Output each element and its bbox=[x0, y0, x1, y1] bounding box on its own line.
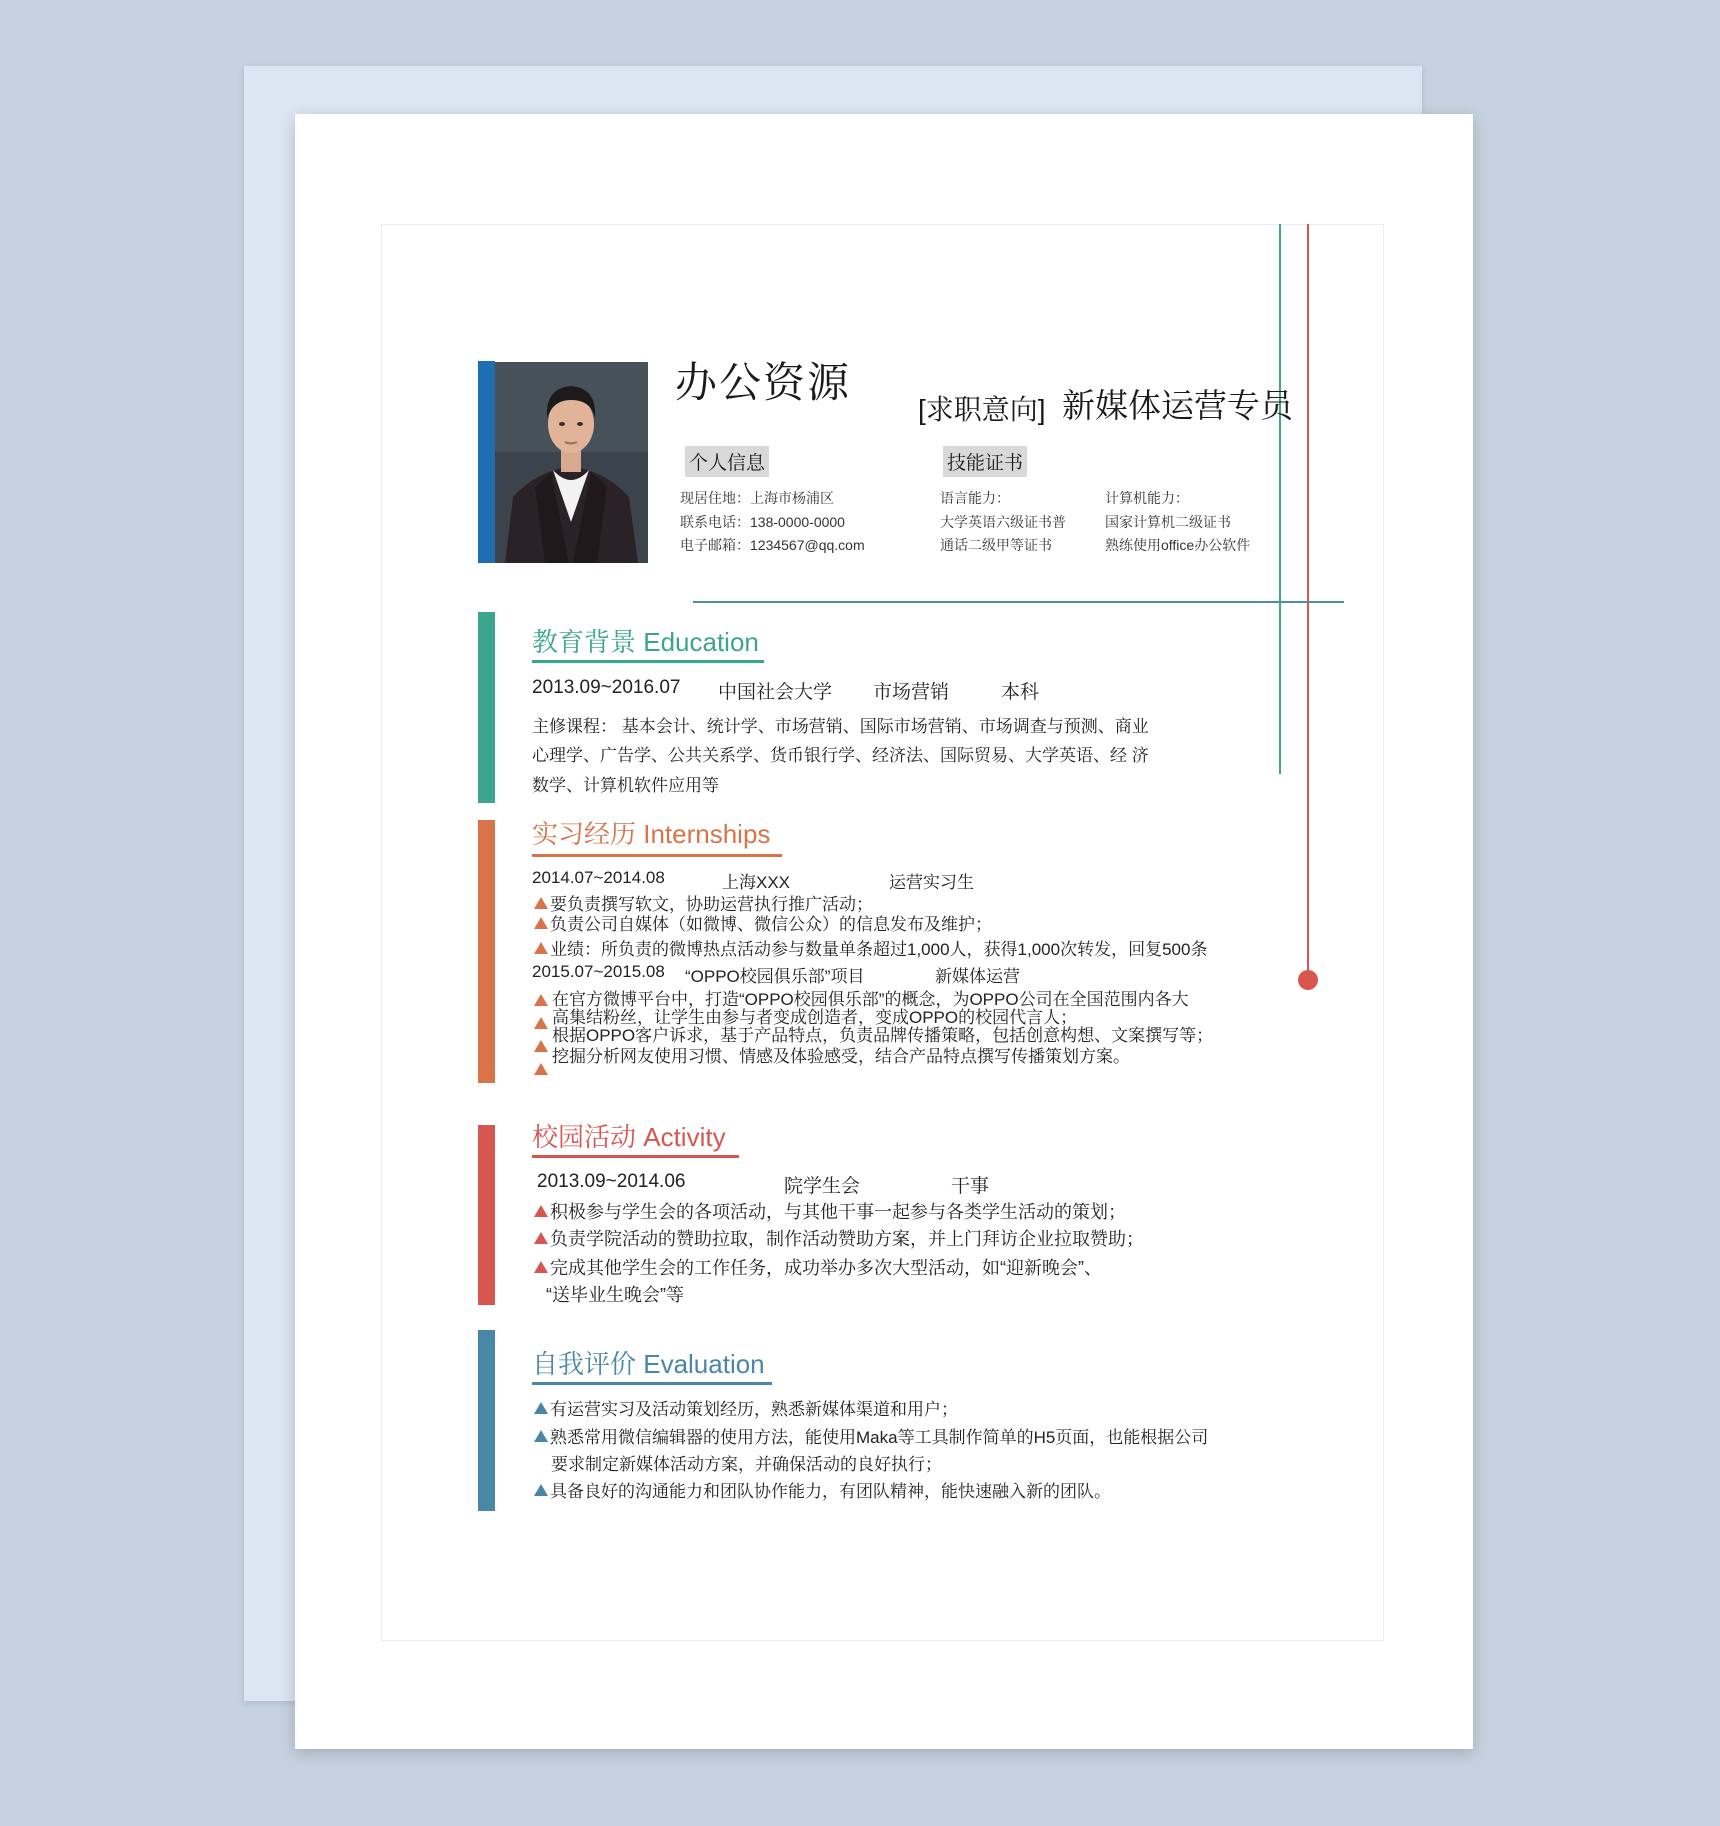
activity-section-bar bbox=[478, 1125, 495, 1305]
evaluation-section-bar bbox=[478, 1330, 495, 1511]
triangle-bullet-icon bbox=[534, 1261, 548, 1273]
skills-computer-label: 计算机能力： bbox=[1105, 490, 1189, 506]
personal-info-title: 个人信息 bbox=[685, 446, 769, 477]
intern2-place: “OPPO校园俱乐部”项目 bbox=[685, 967, 865, 986]
internships-section-bar bbox=[478, 820, 495, 1083]
triangle-bullet-icon bbox=[534, 994, 548, 1006]
intern1-item: 业绩：所负责的微博热点活动参与数量单条超过1,000人，获得1,000次转发，回复500条 bbox=[534, 935, 1207, 960]
skills-computer-cert2: 熟练使用office办公软件 bbox=[1105, 537, 1251, 553]
triangle-bullet-icon bbox=[534, 897, 548, 909]
photo-accent-bar bbox=[478, 361, 495, 563]
intern1-role: 运营实习生 bbox=[889, 873, 974, 892]
evaluation-item: 具备良好的沟通能力和团队协作能力，有团队精神，能快速融入新的团队。 bbox=[534, 1477, 1111, 1502]
triangle-bullet-icon bbox=[534, 917, 548, 929]
internships-title-underline bbox=[532, 854, 782, 857]
skills-lang-cert1: 大学英语六级证书普 bbox=[940, 514, 1066, 530]
activity-item: 负责学院活动的赞助拉取，制作活动赞助方案，并上门拜访企业拉取赞助； bbox=[534, 1225, 1144, 1251]
info-address: 现居住地：上海市杨浦区 bbox=[680, 490, 834, 506]
activity-org: 院学生会 bbox=[784, 1176, 861, 1197]
triangle-bullet-icon bbox=[534, 1205, 548, 1217]
intern2-item-line: 高集结粉丝，让学生由参与者变成创造者，变成OPPO的校园代言人； bbox=[552, 1008, 1078, 1027]
skills-lang-label: 语言能力： bbox=[940, 490, 1010, 506]
intern2-date: 2015.07~2015.08 bbox=[532, 962, 665, 981]
evaluation-item: 熟悉常用微信编辑器的使用方法，能使用Maka等工具制作简单的H5页面，也能根据公司 bbox=[534, 1423, 1208, 1448]
decor-red-dot bbox=[1298, 970, 1318, 990]
education-major: 市场营销 bbox=[873, 682, 950, 703]
info-email: 电子邮箱：1234567@qq.com bbox=[680, 537, 865, 553]
skills-lang-cert2: 通话二级甲等证书 bbox=[940, 537, 1052, 553]
education-courses-line2: 心理学、广告学、公共关系学、货币银行学、经济法、国际贸易、大学英语、经 济 bbox=[532, 746, 1149, 765]
evaluation-item-continued: 要求制定新媒体活动方案，并确保活动的良好执行； bbox=[551, 1455, 942, 1474]
skills-computer-cert1: 国家计算机二级证书 bbox=[1105, 514, 1231, 530]
triangle-bullet-icon bbox=[534, 1484, 548, 1496]
activity-section-title: 校园活动 Activity bbox=[532, 1122, 726, 1152]
intern2-bullet-3 bbox=[534, 1040, 550, 1058]
education-section-title: 教育背景 Education bbox=[532, 627, 759, 657]
intern1-place: 上海XXX bbox=[722, 873, 791, 892]
decor-green-vertical-line bbox=[1279, 224, 1281, 774]
activity-item: 完成其他学生会的工作任务，成功举办多次大型活动，如“迎新晚会”、 bbox=[534, 1254, 1102, 1280]
activity-date: 2013.09~2014.06 bbox=[537, 1171, 686, 1192]
intern2-bullet-1 bbox=[534, 994, 550, 1012]
intern2-bullet-4 bbox=[534, 1063, 550, 1081]
activity-item-continued: “送毕业生晚会”等 bbox=[546, 1285, 684, 1305]
intern2-item-line: 在官方微博平台中，打造“OPPO校园俱乐部”的概念，为OPPO公司在全国范围内各大 bbox=[552, 990, 1189, 1009]
triangle-bullet-icon bbox=[534, 1402, 548, 1414]
intern2-role: 新媒体运营 bbox=[935, 967, 1020, 986]
triangle-bullet-icon bbox=[534, 1430, 548, 1442]
intern1-item: 要负责撰写软文，协助运营执行推广活动； bbox=[534, 890, 873, 915]
evaluation-title-underline bbox=[532, 1382, 772, 1385]
activity-item: 积极参与学生会的各项活动，与其他干事一起参与各类学生活动的策划； bbox=[534, 1198, 1126, 1224]
intern2-item-line: 根据OPPO客户诉求，基于产品特点，负责品牌传播策略，包括创意构想、文案撰写等； bbox=[552, 1026, 1214, 1045]
triangle-bullet-icon bbox=[534, 1017, 548, 1029]
intern2-bullet-2 bbox=[534, 1017, 550, 1035]
activity-role: 干事 bbox=[951, 1176, 990, 1197]
evaluation-item: 有运营实习及活动策划经历，熟悉新媒体渠道和用户； bbox=[534, 1395, 958, 1420]
triangle-bullet-icon bbox=[534, 1232, 548, 1244]
education-title-underline bbox=[532, 660, 764, 663]
triangle-bullet-icon bbox=[534, 1040, 548, 1052]
intern1-date: 2014.07~2014.08 bbox=[532, 868, 665, 887]
intern1-item: 负责公司自媒体（如微博、微信公众）的信息发布及维护； bbox=[534, 910, 992, 935]
activity-title-underline bbox=[532, 1155, 739, 1158]
education-courses-line3: 数学、计算机软件应用等 bbox=[532, 776, 719, 795]
applicant-name: 办公资源 bbox=[675, 359, 852, 406]
education-school: 中国社会大学 bbox=[718, 682, 833, 703]
profile-photo bbox=[495, 362, 648, 563]
info-phone: 联系电话：138-0000-0000 bbox=[680, 514, 845, 530]
job-intent-label: [求职意向] bbox=[918, 394, 1046, 425]
education-degree: 本科 bbox=[1001, 682, 1040, 703]
triangle-bullet-icon bbox=[534, 1063, 548, 1075]
education-section-bar bbox=[478, 612, 495, 803]
skills-title: 技能证书 bbox=[943, 446, 1027, 477]
decor-blue-horizontal-line bbox=[693, 601, 1344, 603]
triangle-bullet-icon bbox=[534, 942, 548, 954]
internships-section-title: 实习经历 Internships bbox=[532, 819, 771, 849]
education-date: 2013.09~2016.07 bbox=[532, 677, 681, 698]
evaluation-section-title: 自我评价 Evaluation bbox=[532, 1349, 765, 1379]
job-intent-value: 新媒体运营专员 bbox=[1062, 387, 1293, 424]
education-courses-line1: 主修课程： 基本会计、统计学、市场营销、国际市场营销、市场调查与预测、商业 bbox=[532, 717, 1149, 736]
intern2-item-line: 挖掘分析网友使用习惯、情感及体验感受，结合产品特点撰写传播策划方案。 bbox=[552, 1047, 1130, 1066]
